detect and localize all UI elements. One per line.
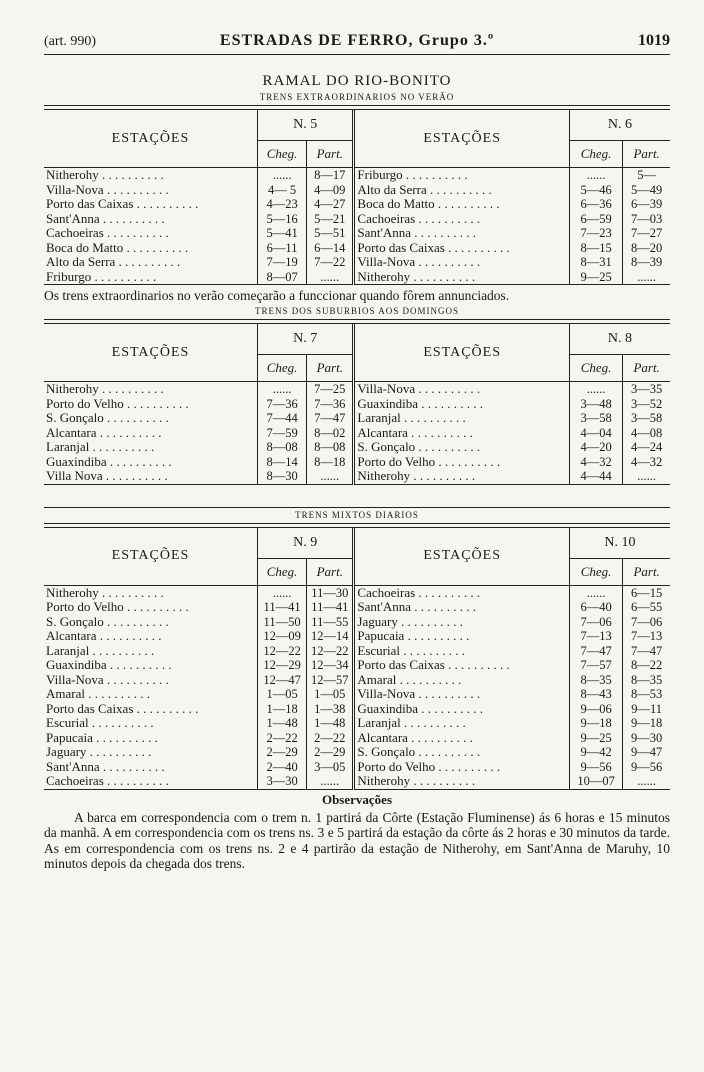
station-right: Amaral . . . . . . . . . . xyxy=(357,672,462,687)
table-row xyxy=(44,469,670,484)
arrival-right: 8—43 xyxy=(569,687,622,702)
station-left: Villa Nova . . . . . . . . . . xyxy=(44,469,257,484)
departure-left: 7—36 xyxy=(307,397,354,412)
departure-right: 5— xyxy=(623,168,670,183)
arrival-right: 4—04 xyxy=(569,426,622,441)
station-left: Alcantara . . . . . . . . . . xyxy=(46,629,162,644)
table-row xyxy=(44,455,670,470)
timetable-sections xyxy=(44,92,670,790)
station-left: Cachoeiras . . . . . . . . . . xyxy=(46,226,169,241)
station-right: Sant'Anna . . . . . . . . . . xyxy=(357,600,477,615)
departure-left: ...... xyxy=(307,469,354,484)
timetable-section xyxy=(44,92,670,304)
arrival-right: 9—25 xyxy=(569,270,622,285)
station-left: Porto das Caixas . . . . . . . . . . xyxy=(46,197,199,212)
departure-left: 7—22 xyxy=(307,255,354,270)
station-right: Guaxindiba . . . . . . . . . . xyxy=(357,396,484,411)
departure-left: 11—30 xyxy=(307,585,354,600)
departure-left: 3—05 xyxy=(307,760,354,775)
train-number-left: N. 5 xyxy=(257,110,353,141)
train-number-right: N. 10 xyxy=(569,528,670,559)
arrival-right: 9—42 xyxy=(569,745,622,760)
departure-right: ...... xyxy=(623,270,670,285)
arrival-right: 5—46 xyxy=(569,183,622,198)
station-left: Papucaia . . . . . . . . . . xyxy=(46,730,158,745)
station-right: Porto das Caixas . . . . . . . . . . xyxy=(357,240,510,255)
table-row xyxy=(44,731,670,746)
departure-left: 12—34 xyxy=(307,658,354,673)
arrival-right: ...... xyxy=(569,585,622,600)
departure-left: 4—27 xyxy=(307,197,354,212)
train-number-right: N. 8 xyxy=(569,324,670,355)
departure-left: 7—47 xyxy=(307,411,354,426)
station-right: Porto do Velho . . . . . . . . . . xyxy=(357,759,501,774)
train-number-right: N. 6 xyxy=(569,110,670,141)
table-row xyxy=(44,600,670,615)
departure-right: 7—47 xyxy=(623,644,670,659)
arrival-right: 4—44 xyxy=(569,469,622,484)
departure-right: 6—15 xyxy=(623,585,670,600)
table-row xyxy=(44,673,670,688)
arrival-left: 7—44 xyxy=(257,411,306,426)
station-right: Cachoeiras . . . . . . . . . . xyxy=(357,585,481,600)
arrival-left: 2—22 xyxy=(257,731,306,746)
table-row xyxy=(44,687,670,702)
station-right: Sant'Anna . . . . . . . . . . xyxy=(357,226,477,241)
station-right: Nitherohy . . . . . . . . . . xyxy=(354,469,570,484)
arrival-right: ...... xyxy=(569,168,622,183)
station-right: Cachoeiras . . . . . . . . . . xyxy=(357,211,481,226)
table-row xyxy=(44,745,670,760)
departure-left: 8—17 xyxy=(307,168,354,183)
departure-left: 6—14 xyxy=(307,241,354,256)
table-row xyxy=(44,716,670,731)
departure-right: 5—49 xyxy=(623,183,670,198)
header-cheg-left: Cheg. xyxy=(257,355,306,382)
station-right: Alcantara . . . . . . . . . . xyxy=(357,730,473,745)
station-left: Boca do Matto . . . . . . . . . . xyxy=(46,240,189,255)
header-part-left: Part. xyxy=(307,355,354,382)
timetable-section xyxy=(44,485,670,790)
timetable xyxy=(44,324,670,485)
arrival-left: 7—19 xyxy=(257,255,306,270)
departure-right: 6—55 xyxy=(623,600,670,615)
departure-right: 3—58 xyxy=(623,411,670,426)
arrival-left: 2—40 xyxy=(257,760,306,775)
arrival-right: 9—25 xyxy=(569,731,622,746)
arrival-left: ...... xyxy=(257,168,306,183)
station-left: S. Gonçalo . . . . . . . . . . xyxy=(46,411,169,426)
departure-left: 1—38 xyxy=(307,702,354,717)
table-row xyxy=(44,212,670,227)
table-row xyxy=(44,585,670,600)
arrival-left: 11—41 xyxy=(257,600,306,615)
arrival-left: 4— 5 xyxy=(257,183,306,198)
departure-left: 12—22 xyxy=(307,644,354,659)
arrival-left: 2—29 xyxy=(257,745,306,760)
arrival-left: 12—47 xyxy=(257,673,306,688)
station-right: Boca do Matto . . . . . . . . . . xyxy=(357,197,500,212)
arrival-left: 1—48 xyxy=(257,716,306,731)
arrival-right: 7—57 xyxy=(569,658,622,673)
arrival-right: 4—32 xyxy=(569,455,622,470)
table-row xyxy=(44,382,670,397)
arrival-right: ...... xyxy=(569,382,622,397)
station-right: Guaxindiba . . . . . . . . . . xyxy=(357,701,484,716)
departure-left: 5—21 xyxy=(307,212,354,227)
departure-left: 8—02 xyxy=(307,426,354,441)
page xyxy=(44,28,670,872)
departure-right: 8—35 xyxy=(623,673,670,688)
station-left: Alcantara . . . . . . . . . . xyxy=(46,425,162,440)
arrival-left: 1—18 xyxy=(257,702,306,717)
arrival-right: 8—15 xyxy=(569,241,622,256)
section-divider xyxy=(44,485,670,508)
station-left: Villa-Nova . . . . . . . . . . xyxy=(46,182,169,197)
header-cheg-left: Cheg. xyxy=(257,141,306,168)
header-estacoes-left: ESTAÇÕES xyxy=(44,324,257,382)
header-part-left: Part. xyxy=(307,141,354,168)
station-right: Porto das Caixas . . . . . . . . . . xyxy=(357,658,510,673)
departure-left: ...... xyxy=(307,774,354,789)
station-left: Amaral . . . . . . . . . . xyxy=(46,687,150,702)
station-left: Guaxindiba . . . . . . . . . . xyxy=(46,658,172,673)
departure-right: 9—56 xyxy=(623,760,670,775)
header-cheg-right: Cheg. xyxy=(569,558,622,585)
arrival-right: 8—35 xyxy=(569,673,622,688)
arrival-right: 7—23 xyxy=(569,226,622,241)
station-left: Laranjal . . . . . . . . . . xyxy=(46,440,155,455)
main-title: RAMAL DO RIO-BONITO xyxy=(262,73,452,89)
departure-right: ...... xyxy=(623,774,670,789)
departure-right: 9—18 xyxy=(623,716,670,731)
header-estacoes-right: ESTAÇÕES xyxy=(354,528,570,586)
departure-left: ...... xyxy=(307,270,354,285)
departure-right: 8—20 xyxy=(623,241,670,256)
section-note: Os trens extraordinarios no verão começarão a funccionar quando fôrem annunciados. xyxy=(44,288,510,303)
arrival-right: 6—59 xyxy=(569,212,622,227)
table-row xyxy=(44,197,670,212)
departure-right: 7—27 xyxy=(623,226,670,241)
departure-left: 11—41 xyxy=(307,600,354,615)
arrival-right: 7—06 xyxy=(569,615,622,630)
table-row xyxy=(44,226,670,241)
table-row xyxy=(44,440,670,455)
timetable xyxy=(44,110,670,285)
departure-right: 6—39 xyxy=(623,197,670,212)
section-subtitle: TRENS DOS SUBURBIOS AOS DOMINGOS xyxy=(254,306,460,316)
arrival-left: 6—11 xyxy=(257,241,306,256)
arrival-right: 9—56 xyxy=(569,760,622,775)
table-row xyxy=(44,397,670,412)
header-part-right: Part. xyxy=(623,558,670,585)
table-row xyxy=(44,270,670,285)
arrival-right: 7—13 xyxy=(569,629,622,644)
arrival-right: 6—40 xyxy=(569,600,622,615)
header-cheg-left: Cheg. xyxy=(257,558,306,585)
arrival-left: 12—22 xyxy=(257,644,306,659)
train-number-left: N. 9 xyxy=(257,528,353,559)
departure-right: 9—30 xyxy=(623,731,670,746)
table-row xyxy=(44,702,670,717)
station-left: Porto do Velho . . . . . . . . . . xyxy=(46,600,189,615)
station-right: Alcantara . . . . . . . . . . xyxy=(357,425,473,440)
station-left: Villa-Nova . . . . . . . . . . xyxy=(46,672,169,687)
arrival-left: 8—08 xyxy=(257,440,306,455)
departure-right: 4—32 xyxy=(623,455,670,470)
running-title: ESTRADAS DE FERRO, Grupo 3.º xyxy=(219,32,495,49)
arrival-left: 5—41 xyxy=(257,226,306,241)
departure-left: 2—22 xyxy=(307,731,354,746)
departure-left: 11—55 xyxy=(307,615,354,630)
arrival-left: ...... xyxy=(257,585,306,600)
observacoes-title: Observações xyxy=(321,791,393,807)
station-right: Nitherohy . . . . . . . . . . xyxy=(354,270,570,285)
station-left: Guaxindiba . . . . . . . . . . xyxy=(46,454,172,469)
table-row xyxy=(44,411,670,426)
article-number: (art. 990) xyxy=(44,34,97,49)
station-right: S. Gonçalo . . . . . . . . . . xyxy=(357,440,481,455)
station-right: Laranjal . . . . . . . . . . xyxy=(357,716,466,731)
running-head xyxy=(44,28,670,55)
departure-left: 1—05 xyxy=(307,687,354,702)
station-left: Sant'Anna . . . . . . . . . . xyxy=(46,211,165,226)
timetable-section xyxy=(44,306,670,485)
station-left: S. Gonçalo . . . . . . . . . . xyxy=(46,614,169,629)
departure-right: 3—35 xyxy=(623,382,670,397)
table-row xyxy=(44,774,670,789)
arrival-left: 8—14 xyxy=(257,455,306,470)
arrival-right: 8—31 xyxy=(569,255,622,270)
header-estacoes-right: ESTAÇÕES xyxy=(354,324,570,382)
header-cheg-right: Cheg. xyxy=(569,355,622,382)
arrival-left: 7—36 xyxy=(257,397,306,412)
table-row xyxy=(44,615,670,630)
departure-left: 5—51 xyxy=(307,226,354,241)
departure-right: 3—52 xyxy=(623,397,670,412)
departure-right: 7—06 xyxy=(623,615,670,630)
arrival-left: 4—23 xyxy=(257,197,306,212)
station-left: Porto das Caixas . . . . . . . . . . xyxy=(46,701,199,716)
station-right: Escurial . . . . . . . . . . xyxy=(357,643,465,658)
departure-right: 7—13 xyxy=(623,629,670,644)
station-right: Papucaia . . . . . . . . . . xyxy=(357,629,470,644)
station-right: Jaguary . . . . . . . . . . xyxy=(357,614,463,629)
table-row xyxy=(44,426,670,441)
arrival-right: 3—58 xyxy=(569,411,622,426)
station-left: Nitherohy . . . . . . . . . . xyxy=(46,585,164,600)
departure-right: 9—47 xyxy=(623,745,670,760)
station-left: Porto do Velho . . . . . . . . . . xyxy=(46,396,189,411)
departure-right: 8—53 xyxy=(623,687,670,702)
station-left: Escurial . . . . . . . . . . xyxy=(46,716,154,731)
station-left: Laranjal . . . . . . . . . . xyxy=(46,643,155,658)
arrival-left: 5—16 xyxy=(257,212,306,227)
table-row xyxy=(44,255,670,270)
station-left: Cachoeiras . . . . . . . . . . xyxy=(44,774,257,789)
departure-right: 7—03 xyxy=(623,212,670,227)
departure-right: 8—39 xyxy=(623,255,670,270)
departure-right: 9—11 xyxy=(623,702,670,717)
station-right: Porto do Velho . . . . . . . . . . xyxy=(357,454,501,469)
section-subtitle: TRENS EXTRAORDINARIOS NO VERÃO xyxy=(259,92,455,102)
station-right: Villa-Nova . . . . . . . . . . xyxy=(357,255,481,270)
header-part-left: Part. xyxy=(307,558,354,585)
departure-left: 4—09 xyxy=(307,183,354,198)
arrival-left: 11—50 xyxy=(257,615,306,630)
station-left: Nitherohy . . . . . . . . . . xyxy=(46,381,164,397)
table-row xyxy=(44,629,670,644)
header-estacoes-left: ESTAÇÕES xyxy=(44,528,257,586)
header-estacoes-left: ESTAÇÕES xyxy=(44,110,257,168)
section-subtitle: TRENS MIXTOS DIARIOS xyxy=(295,509,419,520)
arrival-left: 3—30 xyxy=(257,774,306,789)
arrival-right: 9—18 xyxy=(569,716,622,731)
departure-left: 12—57 xyxy=(307,673,354,688)
header-part-right: Part. xyxy=(623,355,670,382)
arrival-left: ...... xyxy=(257,382,306,397)
departure-left: 8—08 xyxy=(307,440,354,455)
station-left: Alto da Serra . . . . . . . . . . xyxy=(46,255,181,270)
departure-left: 7—25 xyxy=(307,382,354,397)
departure-left: 1—48 xyxy=(307,716,354,731)
departure-left: 12—14 xyxy=(307,629,354,644)
station-left: Jaguary . . . . . . . . . . xyxy=(46,745,152,760)
table-row xyxy=(44,760,670,775)
arrival-left: 7—59 xyxy=(257,426,306,441)
station-right: Villa-Nova . . . . . . . . . . xyxy=(357,381,481,397)
timetable xyxy=(44,528,670,790)
station-right: Friburgo . . . . . . . . . . xyxy=(357,167,468,183)
station-right: Laranjal . . . . . . . . . . xyxy=(357,411,466,426)
arrival-right: 7—47 xyxy=(569,644,622,659)
station-right: S. Gonçalo . . . . . . . . . . xyxy=(357,745,481,760)
table-row xyxy=(44,168,670,183)
station-left: Friburgo . . . . . . . . . . xyxy=(44,270,257,285)
arrival-right: 9—06 xyxy=(569,702,622,717)
departure-right: 4—24 xyxy=(623,440,670,455)
departure-left: 8—18 xyxy=(307,455,354,470)
station-right: Nitherohy . . . . . . . . . . xyxy=(354,774,570,789)
page-number: 1019 xyxy=(638,32,670,49)
header-part-right: Part. xyxy=(623,141,670,168)
arrival-right: 3—48 xyxy=(569,397,622,412)
departure-right: 8—22 xyxy=(623,658,670,673)
arrival-right: 10—07 xyxy=(569,774,622,789)
table-row xyxy=(44,658,670,673)
arrival-right: 4—20 xyxy=(569,440,622,455)
table-row xyxy=(44,183,670,198)
table-row xyxy=(44,241,670,256)
departure-right: 4—08 xyxy=(623,426,670,441)
arrival-left: 12—09 xyxy=(257,629,306,644)
station-left: Sant'Anna . . . . . . . . . . xyxy=(46,759,165,774)
station-right: Villa-Nova . . . . . . . . . . xyxy=(357,687,481,702)
train-number-left: N. 7 xyxy=(257,324,353,355)
arrival-left: 1—05 xyxy=(257,687,306,702)
arrival-left: 8—07 xyxy=(257,270,306,285)
arrival-right: 6—36 xyxy=(569,197,622,212)
header-estacoes-right: ESTAÇÕES xyxy=(354,110,570,168)
header-cheg-right: Cheg. xyxy=(569,141,622,168)
arrival-left: 12—29 xyxy=(257,658,306,673)
station-right: Alto da Serra . . . . . . . . . . xyxy=(357,182,492,197)
observacoes-text: A barca em correspondencia com o trem n. 1 partirá da Côrte (Estação Fluminense) ás 6 horas e 15 minutos da manhã. A em correspondencia com os trens ns. 3 e 5 partirá da estação da côrte ás 2 horas e 30 minutos da tarde. As em correspondencia com os trens ns. 2 e 4 partirão da estação de Nitherohy, em Sant'Anna de Maruhy, 10 minutos depois da chegada dos trens. xyxy=(44,809,670,871)
table-row xyxy=(44,644,670,659)
departure-left: 2—29 xyxy=(307,745,354,760)
arrival-left: 8—30 xyxy=(257,469,306,484)
station-left: Nitherohy . . . . . . . . . . xyxy=(46,167,164,183)
departure-right: ...... xyxy=(623,469,670,484)
